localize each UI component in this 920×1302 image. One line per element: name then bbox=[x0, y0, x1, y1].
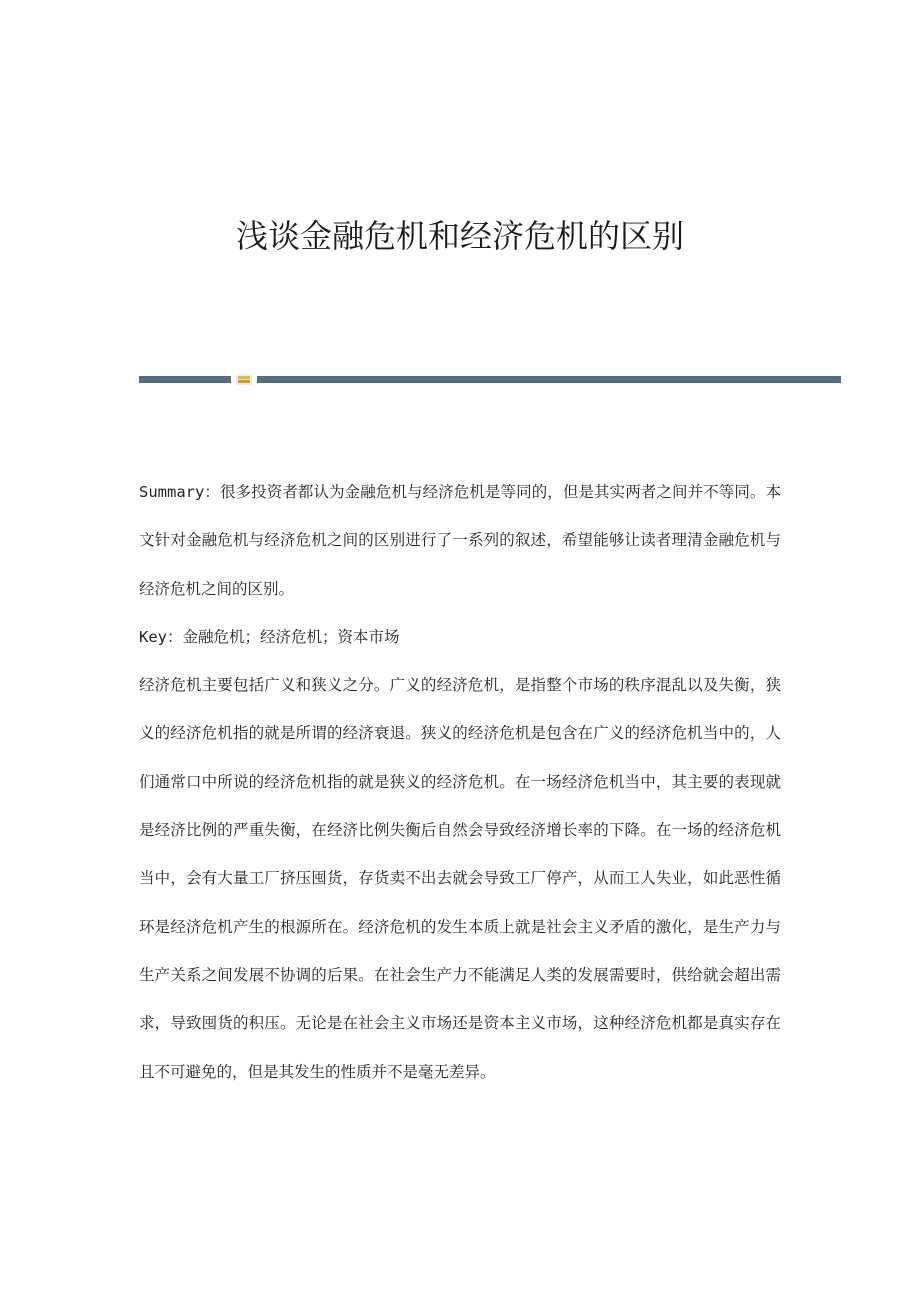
key-label: Key： bbox=[139, 627, 183, 646]
divider-bar-right bbox=[257, 376, 841, 383]
key-text: 金融危机；经济危机；资本市场 bbox=[182, 627, 400, 646]
summary-label: Summary： bbox=[139, 483, 220, 501]
key-paragraph bbox=[139, 613, 781, 661]
divider-emblem-icon bbox=[236, 374, 252, 385]
summary-text: 很多投资者都认为金融危机与经济危机是等同的，但是其实两者之间并不等同。本文针对金融危机与经济危机之间的区别进行了一系列的叙述，希望能够让读者理清金融危机与经济危机之间的区别。 bbox=[139, 483, 781, 598]
body-paragraph: 经济危机主要包括广义和狭义之分。广义的经济危机，是指整个市场的秩序混乱以及失衡，狭义的经济危机指的就是所谓的经济衰退。狭义的经济危机是包含在广义的经济危机当中的，人们通常口中所说的经济危机指的就是狭义的经济危机。在一场经济危机当中，其主要的表现就是经济比例的严重失衡，在经济比例失衡后自然会导致经济增长率的下降。在一场的经济危机当中，会有大量工厂挤压囤货，存货卖不出去就会导致工厂停产，从而工人失业，如此恶性循环是经济危机产生的根源所在。经济危机的发生本质上就是社会主义矛盾的激化，是生产力与生产关系之间发展不协调的后果。在社会生产力不能满足人类的发展需要时，供给就会超出需求，导致囤货的积压。无论是在社会主义市场还是资本主义市场，这种经济危机都是真实存在且不可避免的，但是其发生的性质并不是毫无差异。 bbox=[139, 676, 781, 1081]
page-title: 浅谈金融危机和经济危机的区别 bbox=[235, 217, 684, 255]
divider-bar-left bbox=[139, 376, 231, 383]
summary-paragraph bbox=[139, 468, 781, 613]
title-divider bbox=[139, 372, 841, 386]
document-body bbox=[139, 468, 781, 1096]
